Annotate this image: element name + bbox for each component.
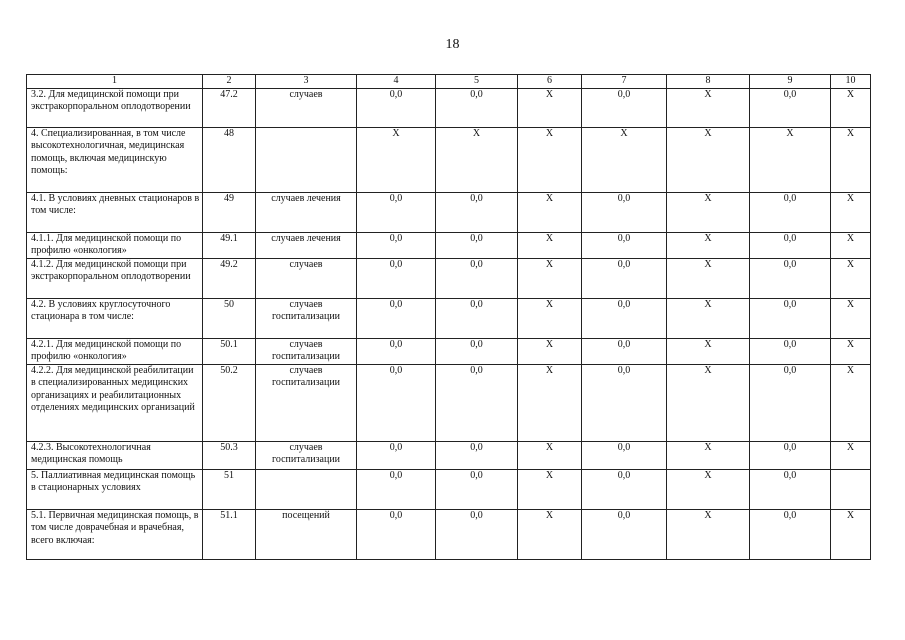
column-header: 5 [436, 75, 518, 89]
value-cell: 0,0 [582, 232, 667, 258]
value-cell: X [667, 338, 750, 364]
value-cell: 0,0 [436, 298, 518, 338]
column-header: 10 [831, 75, 871, 89]
value-cell: 0,0 [436, 232, 518, 258]
row-unit-cell: случаев госпитализации [256, 364, 357, 441]
row-unit-cell [256, 469, 357, 509]
row-name-cell: 4. Специализированная, в том числе высокотехнологичная, медицинская помощь, включая медицинскую помощь: [27, 127, 203, 192]
value-cell: X [436, 127, 518, 192]
row-unit-cell: случаев [256, 88, 357, 127]
value-cell: 0,0 [357, 509, 436, 559]
value-cell: X [518, 127, 582, 192]
value-cell: X [831, 509, 871, 559]
table-row [27, 192, 871, 232]
value-cell: X [518, 469, 582, 509]
row-name-cell: 4.2.1. Для медицинской помощи по профилю «онкология» [27, 338, 203, 364]
value-cell: X [582, 127, 667, 192]
column-header: 1 [27, 75, 203, 89]
value-cell: X [831, 232, 871, 258]
row-unit-cell: случаев [256, 258, 357, 298]
row-code-cell: 50 [203, 298, 256, 338]
value-cell: 0,0 [436, 364, 518, 441]
value-cell: 0,0 [357, 364, 436, 441]
value-cell: X [518, 338, 582, 364]
value-cell: X [831, 364, 871, 441]
value-cell: 0,0 [750, 509, 831, 559]
row-name-cell: 4.1.1. Для медицинской помощи по профилю «онкология» [27, 232, 203, 258]
row-code-cell: 47.2 [203, 88, 256, 127]
value-cell: X [831, 298, 871, 338]
value-cell: X [667, 88, 750, 127]
data-table [26, 74, 871, 560]
value-cell: 0,0 [582, 469, 667, 509]
value-cell: 0,0 [750, 469, 831, 509]
value-cell: X [667, 192, 750, 232]
row-unit-cell: случаев госпитализации [256, 298, 357, 338]
table-row [27, 509, 871, 559]
value-cell: 0,0 [357, 88, 436, 127]
value-cell: 0,0 [750, 298, 831, 338]
value-cell: X [518, 364, 582, 441]
value-cell: X [667, 441, 750, 469]
row-unit-cell: случаев лечения [256, 232, 357, 258]
value-cell: 0,0 [357, 258, 436, 298]
row-code-cell: 50.1 [203, 338, 256, 364]
value-cell: 0,0 [750, 88, 831, 127]
value-cell: X [831, 127, 871, 192]
row-code-cell: 49.2 [203, 258, 256, 298]
header-row [27, 75, 871, 89]
value-cell: X [518, 509, 582, 559]
table-row [27, 258, 871, 298]
value-cell: X [831, 441, 871, 469]
value-cell: 0,0 [436, 469, 518, 509]
value-cell: X [518, 298, 582, 338]
value-cell: 0,0 [357, 232, 436, 258]
column-header: 6 [518, 75, 582, 89]
value-cell: X [357, 127, 436, 192]
column-header: 4 [357, 75, 436, 89]
value-cell: 0,0 [357, 192, 436, 232]
row-code-cell: 50.2 [203, 364, 256, 441]
value-cell: X [667, 469, 750, 509]
row-name-cell: 5. Паллиативная медицинская помощь в стационарных условиях [27, 469, 203, 509]
value-cell: 0,0 [582, 192, 667, 232]
table-row [27, 88, 871, 127]
value-cell: X [667, 258, 750, 298]
row-unit-cell: случаев лечения [256, 192, 357, 232]
value-cell: X [831, 88, 871, 127]
table-row [27, 364, 871, 441]
row-name-cell: 4.2. В условиях круглосуточного стационара в том числе: [27, 298, 203, 338]
table-row [27, 232, 871, 258]
value-cell: 0,0 [582, 441, 667, 469]
value-cell: X [667, 509, 750, 559]
value-cell: 0,0 [582, 338, 667, 364]
row-name-cell: 3.2. Для медицинской помощи при экстракорпоральном оплодотворении [27, 88, 203, 127]
column-header: 9 [750, 75, 831, 89]
value-cell: X [667, 127, 750, 192]
value-cell: X [831, 258, 871, 298]
table-row [27, 441, 871, 469]
value-cell: 0,0 [357, 338, 436, 364]
value-cell: 0,0 [582, 509, 667, 559]
value-cell: 0,0 [582, 364, 667, 441]
value-cell: 0,0 [357, 298, 436, 338]
row-name-cell: 4.1. В условиях дневных стационаров в том числе: [27, 192, 203, 232]
value-cell: 0,0 [750, 192, 831, 232]
row-code-cell: 50.3 [203, 441, 256, 469]
column-header: 8 [667, 75, 750, 89]
row-code-cell: 49.1 [203, 232, 256, 258]
value-cell: X [831, 338, 871, 364]
table-row [27, 298, 871, 338]
value-cell: 0,0 [750, 364, 831, 441]
value-cell: X [518, 441, 582, 469]
table-row [27, 338, 871, 364]
value-cell: 0,0 [436, 258, 518, 298]
value-cell: X [518, 88, 582, 127]
row-code-cell: 51.1 [203, 509, 256, 559]
value-cell: 0,0 [357, 441, 436, 469]
value-cell [831, 469, 871, 509]
value-cell: 0,0 [436, 441, 518, 469]
row-name-cell: 4.2.3. Высокотехнологичная медицинская помощь [27, 441, 203, 469]
row-code-cell: 51 [203, 469, 256, 509]
value-cell: 0,0 [750, 338, 831, 364]
value-cell: 0,0 [582, 298, 667, 338]
value-cell: 0,0 [582, 258, 667, 298]
value-cell: 0,0 [436, 88, 518, 127]
value-cell: 0,0 [436, 338, 518, 364]
row-code-cell: 48 [203, 127, 256, 192]
value-cell: X [667, 298, 750, 338]
table-row [27, 469, 871, 509]
row-unit-cell [256, 127, 357, 192]
column-header: 3 [256, 75, 357, 89]
value-cell: 0,0 [750, 258, 831, 298]
row-unit-cell: посещений [256, 509, 357, 559]
column-header: 2 [203, 75, 256, 89]
row-name-cell: 5.1. Первичная медицинская помощь, в том числе доврачебная и врачебная, всего включая: [27, 509, 203, 559]
value-cell: 0,0 [582, 88, 667, 127]
value-cell: X [518, 192, 582, 232]
row-name-cell: 4.1.2. Для медицинской помощи при экстракорпоральном оплодотворении [27, 258, 203, 298]
value-cell: 0,0 [357, 469, 436, 509]
value-cell: X [667, 232, 750, 258]
row-code-cell: 49 [203, 192, 256, 232]
value-cell: X [518, 258, 582, 298]
value-cell: 0,0 [750, 441, 831, 469]
value-cell: X [750, 127, 831, 192]
table-row [27, 127, 871, 192]
page-number: 18 [445, 37, 460, 52]
row-unit-cell: случаев госпитализации [256, 441, 357, 469]
row-unit-cell: случаев госпитализации [256, 338, 357, 364]
value-cell: X [831, 192, 871, 232]
value-cell: X [518, 232, 582, 258]
value-cell: 0,0 [436, 192, 518, 232]
value-cell: X [667, 364, 750, 441]
value-cell: 0,0 [436, 509, 518, 559]
row-name-cell: 4.2.2. Для медицинской реабилитации в специализированных медицинских организациях и реабилитационных отделениях медицинских организаций [27, 364, 203, 441]
column-header: 7 [582, 75, 667, 89]
value-cell: 0,0 [750, 232, 831, 258]
